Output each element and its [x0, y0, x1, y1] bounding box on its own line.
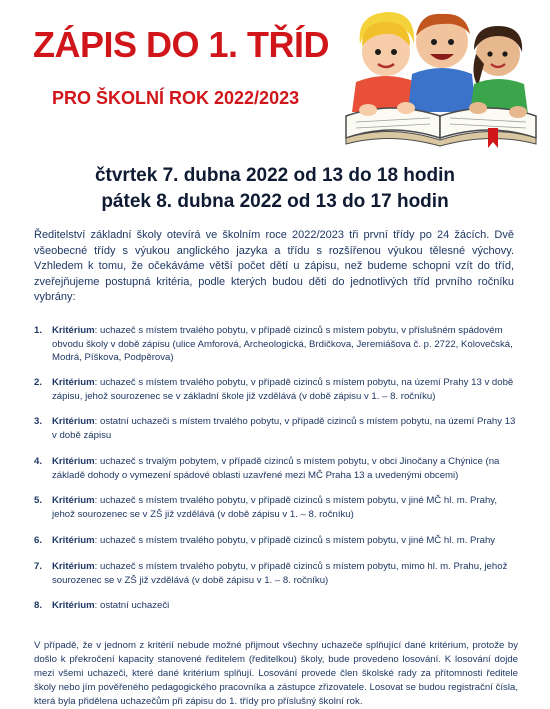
criterion-number: 5.	[34, 495, 43, 506]
page-subtitle: PRO ŠKOLNÍ ROK 2022/2023	[52, 88, 300, 108]
registration-dates	[0, 163, 550, 215]
criterion-text: : uchazeč s místem trvalého pobytu, v případě cizinců s místem pobytu, na území Prahy 13 v době zápisu, jehož sourozenec se v základní škole již vzdělává (v době zápisu v 1. – 8. ročníku)	[52, 377, 514, 402]
criterion-number: 3.	[34, 416, 43, 427]
criterion-body	[52, 415, 518, 442]
criterion-number: 8.	[34, 600, 43, 611]
criterion-text: : uchazeč s místem trvalého pobytu, v případě cizinců s místem pobytu, v jiné MČ hl. m. Prahy	[94, 535, 496, 546]
criterion-label: Kritérium	[52, 456, 95, 467]
criterion-text: : ostatní uchazeči	[94, 600, 170, 611]
criterion-label: Kritérium	[52, 325, 95, 336]
hand-shape	[509, 106, 527, 118]
criterion-item	[34, 324, 518, 365]
hand-shape	[359, 104, 377, 116]
criterion-body	[52, 534, 518, 548]
date-line: čtvrtek 7. dubna 2022 od 13 do 18 hodin	[94, 165, 456, 186]
criterion-item	[34, 599, 518, 613]
criterion-body	[52, 599, 518, 613]
hand-shape	[397, 102, 415, 114]
criterion-item	[34, 494, 518, 521]
page-title: ZÁPIS DO 1. TŘÍD	[33, 24, 330, 65]
criterion-text: : uchazeč s místem trvalého pobytu, v případě cizinců s místem pobytu, v příslušném spádovém obvodu školy v době zápisu (ulice Amforová, Archeologická, Brdičkova, Jeremiášova č. p. 2722, Kolovečská, Modrá, Píškova, Podpěrova)	[52, 325, 513, 364]
criterion-item	[34, 560, 518, 587]
criterion-label: Kritérium	[52, 535, 95, 546]
criterion-item	[34, 534, 518, 548]
criterion-body	[52, 324, 518, 365]
criterion-label: Kritérium	[52, 377, 95, 388]
criterion-item	[34, 415, 518, 442]
criterion-text: : uchazeč s místem trvalého pobytu, v případě cizinců s místem pobytu, mimo hl. m. Prahu, jehož sourozenec se v ZŠ již vzdělává (v době zápisu v 1. – 8. ročníku)	[52, 561, 508, 586]
criterion-label: Kritérium	[52, 561, 95, 572]
criterion-item	[34, 455, 518, 482]
hand-shape	[469, 102, 487, 114]
criterion-body	[52, 455, 518, 482]
criterion-number: 4.	[34, 456, 43, 467]
criterion-label: Kritérium	[52, 416, 95, 427]
criterion-text: : ostatní uchazeči s místem trvalého pobytu, v případě cizinců s místem pobytu, na území Prahy 13 v době zápisu	[52, 416, 516, 441]
criterion-text: : uchazeč s místem trvalého pobytu, v případě cizinců s místem pobytu, v jiné MČ hl. m. Prahy, jehož sourozenec se v ZŠ již vzdělává (v době zápisu v 1. – 8. ročníku)	[52, 495, 498, 520]
criterion-body	[52, 494, 518, 521]
criterion-body	[52, 560, 518, 587]
child-right-figure	[470, 26, 528, 114]
criterion-number: 7.	[34, 561, 43, 572]
criterion-body	[52, 376, 518, 403]
criterion-label: Kritérium	[52, 600, 95, 611]
children-reading-book-illustration	[338, 4, 542, 148]
date-line: pátek 8. dubna 2022 od 13 do 17 hodin	[101, 191, 449, 212]
child-middle-figure	[408, 14, 476, 112]
criterion-number: 6.	[34, 535, 43, 546]
criterion-item	[34, 376, 518, 403]
criterion-number: 2.	[34, 377, 43, 388]
intro-paragraph: Ředitelství základní školy otevírá ve školním roce 2022/2023 tři první třídy po 24 žácích. Dvě všeobecné třídy s výukou anglického jazyka a třídu s rozšířenou výukou tělesné výchovy. Vzhledem k tomu, že očekáváme větší počet dětí u zápisu, než budeme schopni vzít do tříd, zveřejňujeme postupná kritéria, podle kterých budou děti do jednotlivých tříd prvního ročníku vybrány:	[34, 229, 514, 303]
criterion-text: : uchazeč s trvalým pobytem, v případě cizinců s místem pobytu, v obci Jinočany a Chýnice (na základě dohody o vymezení spádové oblasti uzavřené mezi MČ Praha 13 a uvedenými obcemi)	[52, 456, 500, 481]
criterion-number: 1.	[34, 325, 43, 336]
lottery-paragraph: V případě, že v jednom z kritérií nebude možné přijmout všechny uchazeče splňující dané kritérium, protože by došlo k překročení kapacity stanovené ředitelem (ředitelkou) školy, bude provedeno losování. K losování dojde mezi všemi uchazeči, které dané kritérium splňují. Losování provede člen školské rady za přítomnosti ředitele školy nebo jím pověřeného pedagogického pracovníka a zástupce zřizovatele. Losovat se budou registrační čísla, která byla přidělena uchazečům při zápisu do 1. třídy pro příslušný školní rok.	[34, 640, 518, 707]
criterion-label: Kritérium	[52, 495, 95, 506]
